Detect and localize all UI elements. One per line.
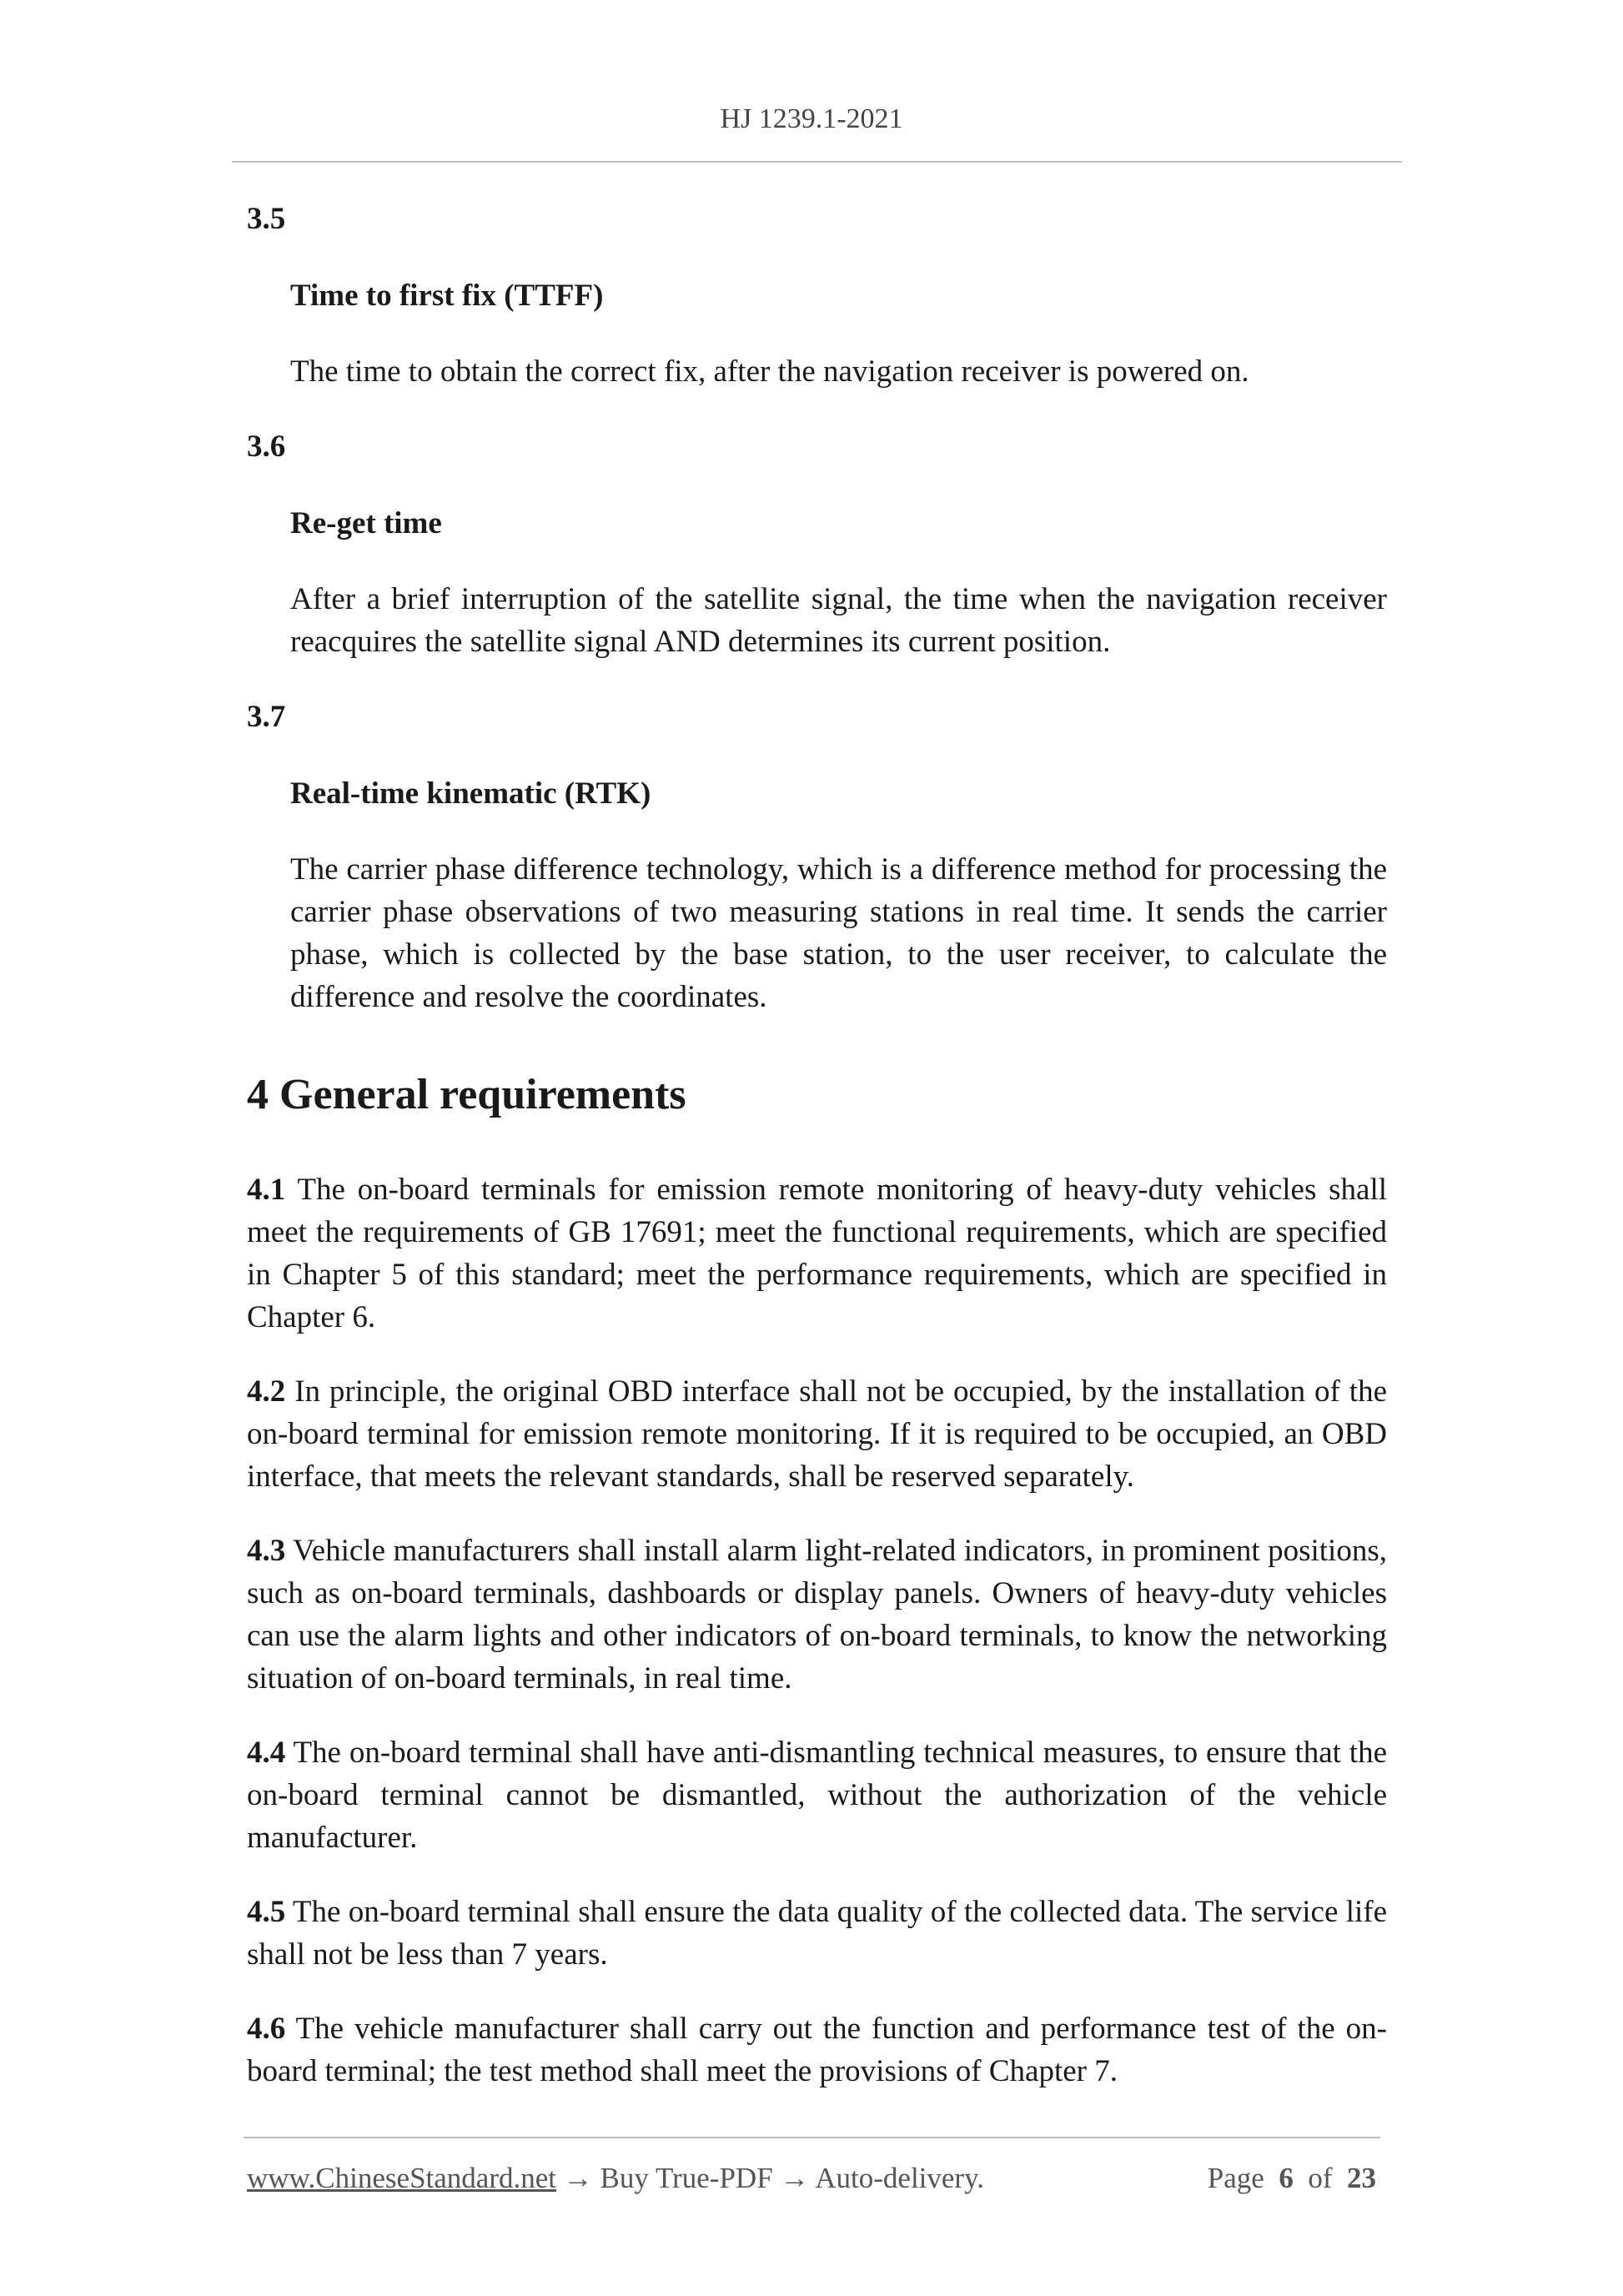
clause-number: 4.6: [247, 2012, 286, 2046]
term-3-5: [247, 198, 1387, 393]
requirement-paragraph: [247, 1530, 1387, 1700]
clause-number: 4.5: [247, 1895, 286, 1929]
of-label: of: [1308, 2162, 1333, 2194]
page-content: [247, 188, 1387, 2124]
requirement-paragraph: [247, 1891, 1387, 1976]
term-name: Re-get time: [290, 506, 442, 540]
page-indicator: [1208, 2162, 1376, 2195]
clause-number: 4.4: [247, 1736, 286, 1770]
clause-number: 4.2: [247, 1374, 286, 1409]
footer-promo: [247, 2162, 984, 2195]
term-definition: After a brief interruption of the satellite signal, the time when the navigation receiver reacquires the satellite signal AND determines its current position.: [290, 582, 1387, 659]
clause-text: In principle, the original OBD interface shall not be occupied, by the installation of the on-board terminal for emission remote monitoring. If it is required to be occupied, an OBD interface, that meets the relevant standards, shall be reserved separately.: [247, 1374, 1388, 1494]
term-name: Time to first fix (TTFF): [290, 279, 604, 313]
header-divider: [232, 161, 1402, 163]
term-definition: The carrier phase difference technology, which is a difference method for processing the carrier phase observations of two measuring stations in real time. It sends the carrier phase, which is collected by the base station, to the user receiver, to calculate the difference and resolve the coordinates.: [290, 852, 1387, 1014]
arrow-right-icon: →: [780, 2162, 810, 2194]
buy-pdf-text: Buy True-PDF: [600, 2162, 773, 2194]
requirement-paragraph: [247, 1731, 1387, 1859]
term-3-7: [247, 696, 1387, 1018]
term-number: 3.6: [247, 430, 286, 464]
requirement-paragraph: [247, 2007, 1387, 2093]
term-number: 3.5: [247, 202, 286, 236]
clause-text: The on-board terminal shall have anti-dismantling technical measures, to ensure that the on-board terminal cannot be dismantled, without the authorization of the vehicle manufacturer.: [247, 1736, 1387, 1855]
footer-divider: [244, 2137, 1380, 2138]
term-name: Real-time kinematic (RTK): [290, 776, 651, 811]
term-3-6: [247, 426, 1387, 663]
total-page-count: 23: [1347, 2162, 1376, 2194]
clause-number: 4.3: [247, 1534, 286, 1568]
current-page-number: 6: [1279, 2162, 1294, 2194]
document-id-header: HJ 1239.1-2021: [720, 103, 903, 134]
term-definition: The time to obtain the correct fix, after the navigation receiver is powered on.: [290, 354, 1249, 389]
requirement-paragraph: [247, 1370, 1387, 1498]
section-heading: 4 General requirements: [247, 1071, 686, 1118]
page-footer: [247, 2162, 1376, 2203]
requirement-paragraph: [247, 1168, 1387, 1339]
clause-text: The vehicle manufacturer shall carry out the function and performance test of the on-board terminal; the test method shall meet the provisions of Chapter 7.: [247, 2012, 1387, 2088]
arrow-right-icon: →: [563, 2162, 593, 2194]
clause-text: The on-board terminals for emission remote monitoring of heavy-duty vehicles shall meet the requirements of GB 17691; meet the functional requirements, which are specified in Chapter 5 of this standard; meet the performance requirements, which are specified in Chapter 6.: [247, 1173, 1388, 1334]
clause-text: Vehicle manufacturers shall install alarm light-related indicators, in prominent positions, such as on-board terminals, dashboards or display panels. Owners of heavy-duty vehicles can use the alarm lights and other indicators of on-board terminals, to know the networking situation of on-board terminals, in real time.: [247, 1534, 1387, 1696]
page-label: Page: [1207, 2162, 1264, 2194]
clause-number: 4.1: [247, 1173, 286, 1207]
term-number: 3.7: [247, 700, 286, 734]
delivery-text: Auto-delivery.: [815, 2162, 985, 2194]
website-link[interactable]: www.ChineseStandard.net: [247, 2162, 556, 2194]
clause-text: The on-board terminal shall ensure the data quality of the collected data. The service life shall not be less than 7 years.: [247, 1895, 1387, 1972]
